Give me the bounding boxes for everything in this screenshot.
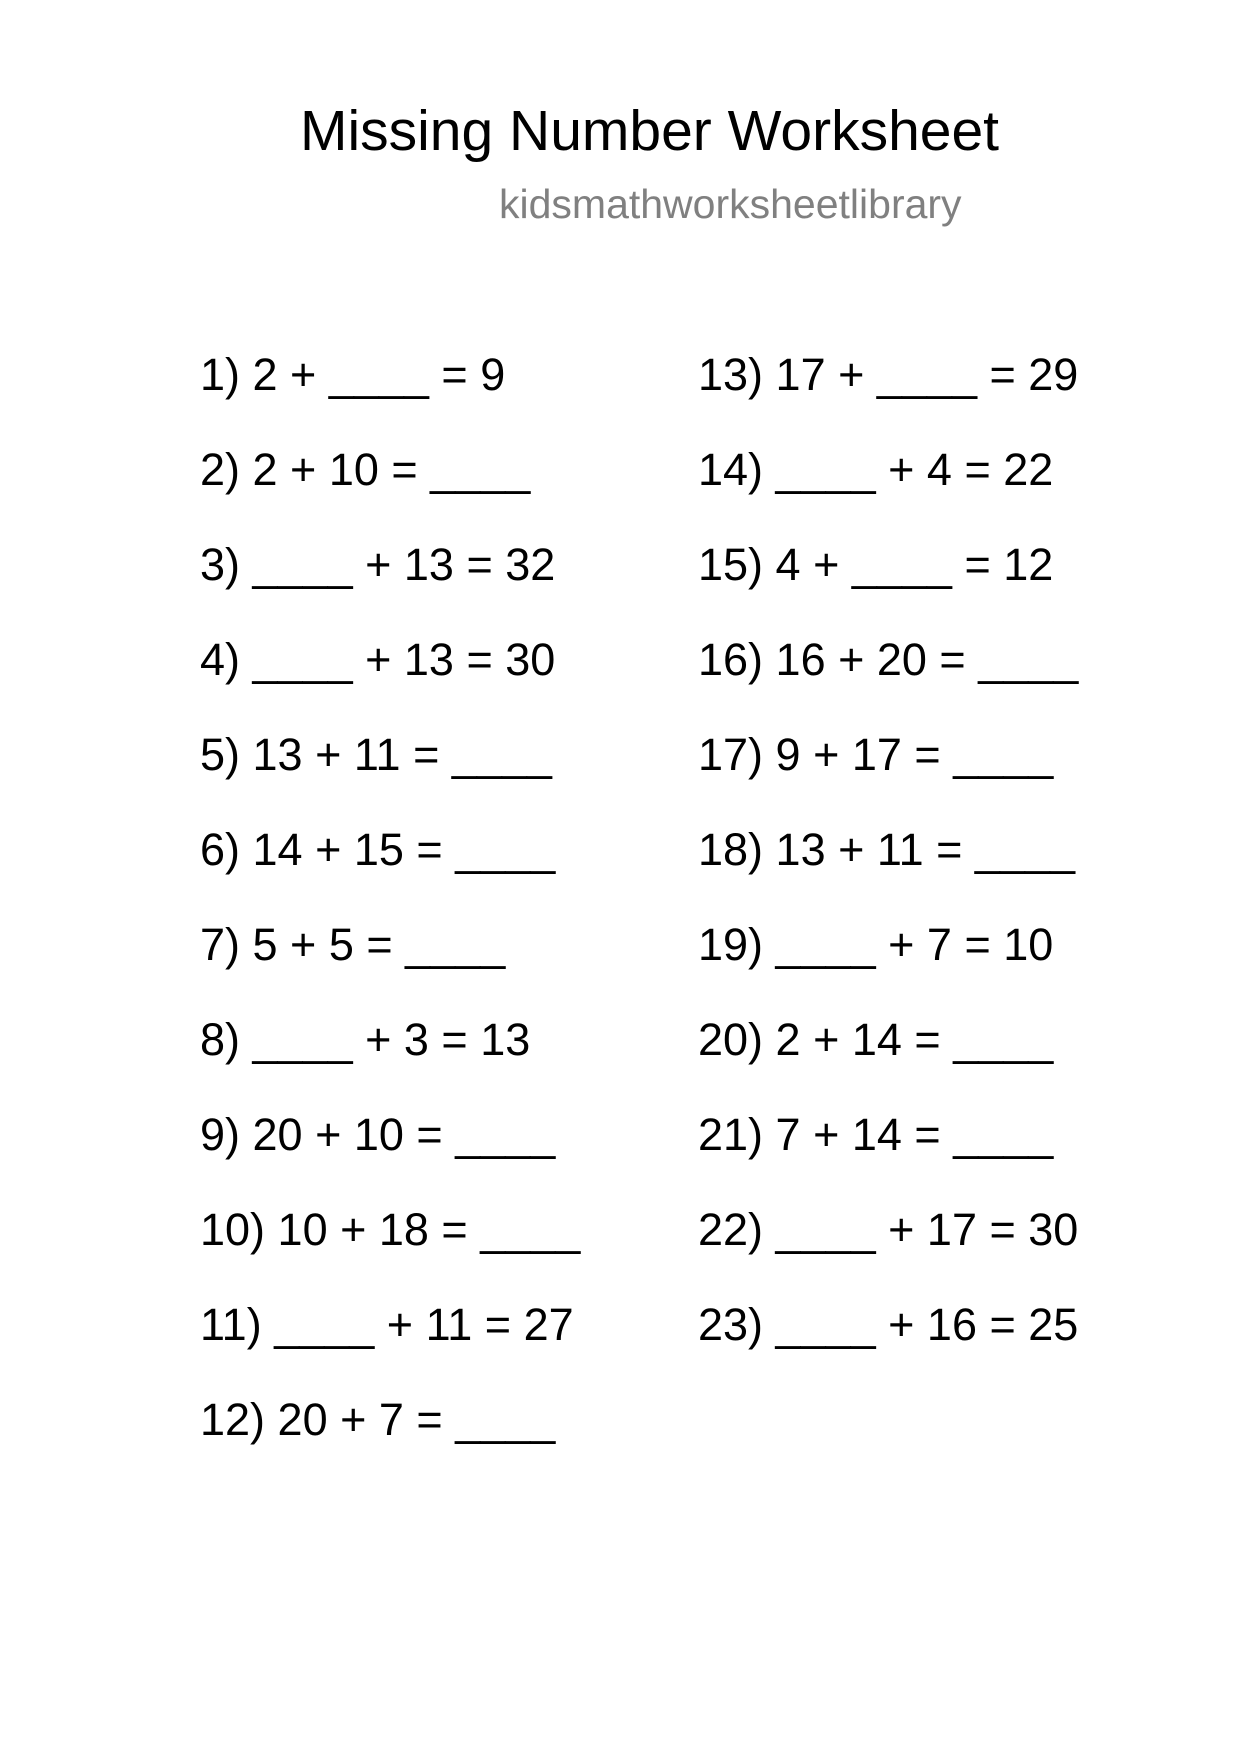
problems-left-column [200, 345, 580, 1485]
site-name: kidsmathworksheetlibrary [499, 181, 962, 227]
problem-19: 19) ____ + 7 = 10 [698, 919, 1054, 970]
problem-15: 15) 4 + ____ = 12 [698, 539, 1054, 590]
problem-7: 7) 5 + 5 = ____ [200, 919, 506, 970]
problem-16: 16) 16 + 20 = ____ [698, 634, 1079, 685]
problem-10: 10) 10 + 18 = ____ [200, 1204, 581, 1255]
problem-6: 6) 14 + 15 = ____ [200, 824, 556, 875]
problem-2: 2) 2 + 10 = ____ [200, 444, 531, 495]
problems-right-column [698, 345, 1078, 1390]
problem-21: 21) 7 + 14 = ____ [698, 1109, 1054, 1160]
problem-9: 9) 20 + 10 = ____ [200, 1109, 556, 1160]
problem-5: 5) 13 + 11 = ____ [200, 729, 552, 780]
problem-17: 17) 9 + 17 = ____ [698, 729, 1054, 780]
problem-18: 18) 13 + 11 = ____ [698, 824, 1075, 875]
problem-4: 4) ____ + 13 = 30 [200, 634, 556, 685]
problem-1: 1) 2 + ____ = 9 [200, 349, 506, 400]
page-title: Missing Number Worksheet [300, 99, 1000, 163]
problem-23: 23) ____ + 16 = 25 [698, 1299, 1079, 1350]
problem-14: 14) ____ + 4 = 22 [698, 444, 1054, 495]
problem-8: 8) ____ + 3 = 13 [200, 1014, 531, 1065]
problem-13: 13) 17 + ____ = 29 [698, 349, 1079, 400]
problem-20: 20) 2 + 14 = ____ [698, 1014, 1054, 1065]
problem-3: 3) ____ + 13 = 32 [200, 539, 556, 590]
problem-11: 11) ____ + 11 = 27 [200, 1299, 574, 1350]
problem-22: 22) ____ + 17 = 30 [698, 1204, 1079, 1255]
problem-12: 12) 20 + 7 = ____ [200, 1394, 556, 1445]
